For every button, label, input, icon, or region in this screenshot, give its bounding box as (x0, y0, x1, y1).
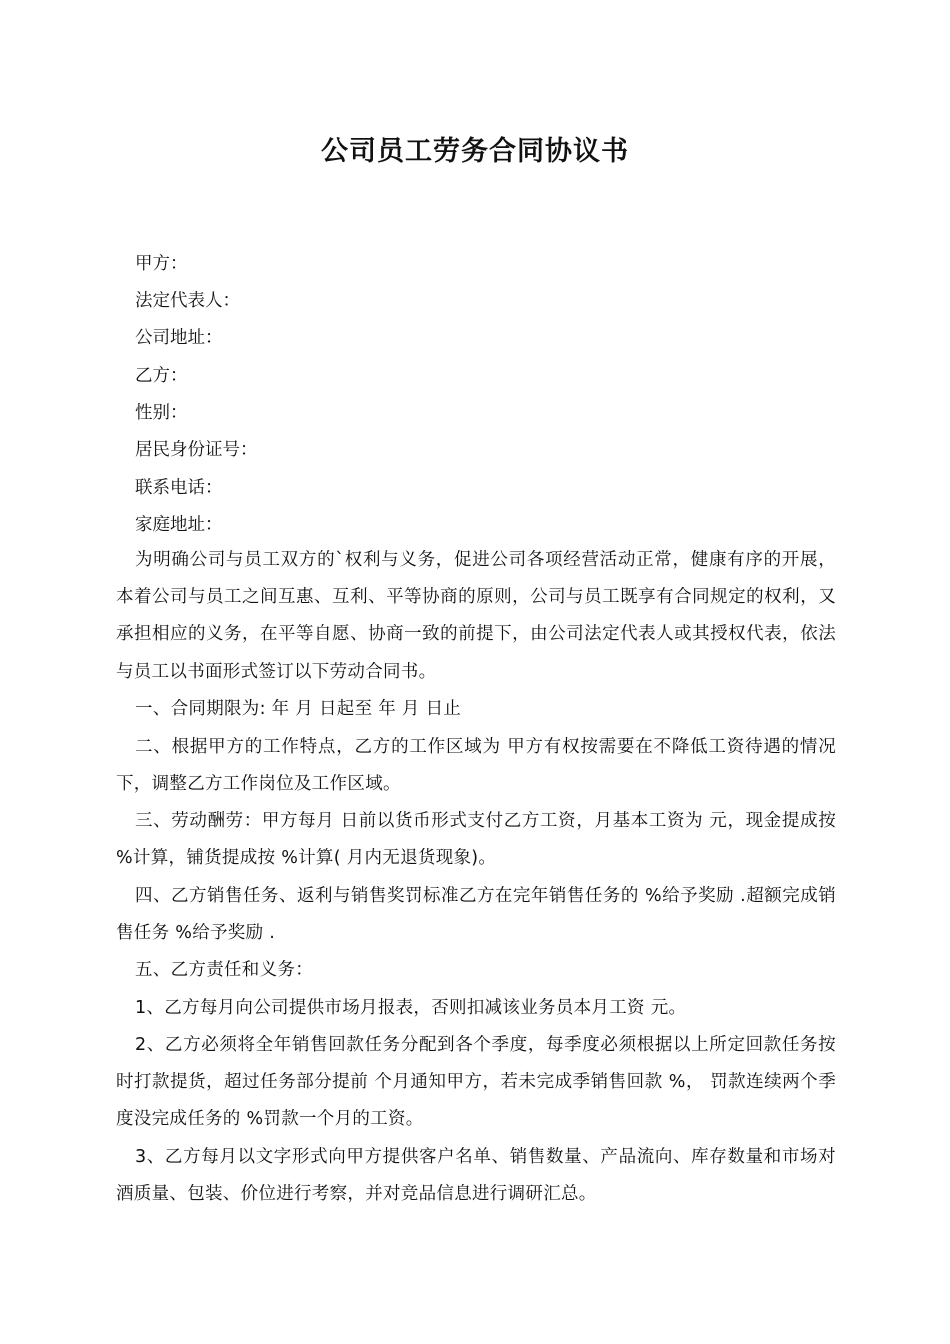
company-address-field: 公司地址： (135, 328, 223, 348)
document-title: 公司员工劳务合同协议书 (321, 136, 629, 167)
preamble-paragraph: 为明确公司与员工双方的`权利与义务，促进公司各项经营活动正常，健康有序的开展，本着公司与员工之间互惠、互利、平等协商的原则，公司与员工既享有合同规定的权利，又承担相应的义务，在平等自愿、协商一致的前提下，由公司法定代表人或其授权代表，依法与员工以书面形式签订以下劳动合同书。 (116, 550, 836, 682)
home-address-field: 家庭地址： (135, 515, 223, 535)
clause-5-responsibilities: 五、乙方责任和义务： (135, 960, 313, 980)
legal-representative-field: 法定代表人： (135, 291, 240, 311)
clause-1-term: 一、合同期限为: 年 月 日起至 年 月 日止 (135, 699, 462, 719)
party-b-field: 乙方： (135, 366, 188, 386)
id-number-field: 居民身份证号： (135, 440, 258, 460)
clause-4-sales-targets: 四、乙方销售任务、返利与销售奖罚标准乙方在完年销售任务的 %给予奖励 .超额完成销售任务 %给予奖励 . (116, 886, 836, 944)
clause-3-compensation: 三、劳动酬劳：甲方每月 日前以货币形式支付乙方工资，月基本工资为 元，现金提成按 %计算，铺货提成按 %计算( 月内无退货现象)。 (116, 811, 836, 869)
phone-field: 联系电话： (135, 478, 223, 498)
responsibility-item-3: 3、乙方每月以文字形式向甲方提供客户名单、销售数量、产品流向、库存数量和市场对 酒质量、包装、价位进行考察，并对竞品信息进行调研汇总。 (116, 1147, 836, 1205)
gender-field: 性别： (135, 403, 188, 423)
responsibility-item-1: 1、乙方每月向公司提供市场月报表，否则扣减该业务员本月工资 元。 (135, 998, 687, 1018)
party-a-field: 甲方： (135, 254, 188, 274)
responsibility-item-2: 2、乙方必须将全年销售回款任务分配到各个季度，每季度必须根据以上所定回款任务按时打款提货，超过任务部分提前 个月通知甲方，若未完成季销售回款 %， 罚款连续两个季度没完成任务的 %罚款一个月的工资。 (116, 1035, 836, 1130)
clause-2-work-area: 二、根据甲方的工作特点，乙方的工作区域为 甲方有权按需要在不降低工资待遇的情况下，调整乙方工作岗位及工作区域。 (116, 737, 836, 795)
